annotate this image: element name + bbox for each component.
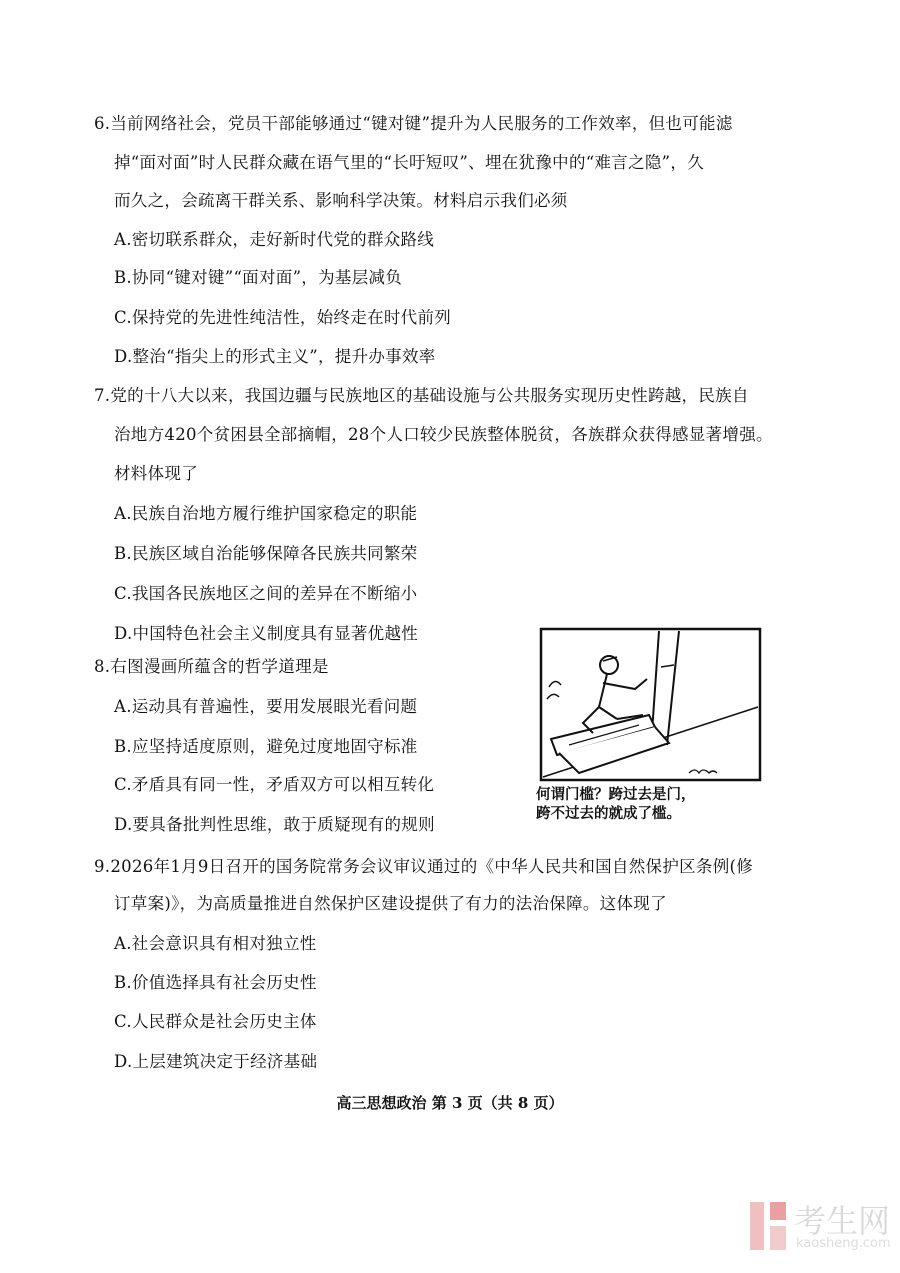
page-footer: 高三思想政治 第 3 页（共 8 页） [336, 1094, 564, 1112]
cartoon-caption-line-1: 何谓门槛？跨过去是门， [536, 787, 696, 803]
q6-option-a: A.密切联系群众，走好新时代党的群众路线 [114, 230, 435, 249]
watermark [748, 1196, 898, 1258]
watermark-cn-text: 考生网 [794, 1202, 891, 1240]
q9-option-a: A.社会意识具有相对独立性 [114, 934, 317, 953]
cartoon-caption-line-2: 跨不过去的就成了槛。 [536, 806, 681, 822]
q7-stem-line-1: 7.党的十八大以来，我国边疆与民族地区的基础设施与公共服务实现历史性跨越，民族自 [94, 386, 749, 405]
q7-option-c: C.我国各民族地区之间的差异在不断缩小 [114, 584, 418, 603]
watermark-en-text: kaosheng.com [796, 1236, 891, 1251]
q6-option-c: C.保持党的先进性纯洁性，始终走在时代前列 [114, 308, 452, 327]
q7-option-d: D.中国特色社会主义制度具有显著优越性 [114, 624, 419, 643]
q6-option-b: B.协同“键对键”“面对面”，为基层减负 [114, 268, 403, 287]
q6-option-d: D.整治“指尖上的形式主义”，提升办事效率 [114, 347, 436, 366]
q7-stem-line-3: 材料体现了 [114, 464, 198, 483]
q8-option-d: D.要具备批判性思维，敢于质疑现有的规则 [114, 815, 435, 834]
q6-stem-line-3: 而久之，会疏离干群关系、影响科学决策。材料启示我们必须 [114, 191, 568, 210]
q9-option-d: D.上层建筑决定于经济基础 [114, 1052, 318, 1071]
q6-stem-line-2: 掉“面对面”时人民群众藏在语气里的“长吁短叹”、埋在犹豫中的“难言之隐”，久 [114, 153, 705, 172]
q7-stem-line-2: 治地方420个贫困县全部摘帽，28个人口较少民族整体脱贫，各族群众获得感显著增强。 [114, 425, 773, 444]
q9-stem-line-1: 9.2026年1月9日召开的国务院常务会议审议通过的《中华人民共和国自然保护区条例(修 [94, 857, 754, 876]
q8-stem-line-1: 8.右图漫画所蕴含的哲学道理是 [94, 657, 329, 676]
q9-option-b: B.价值选择具有社会历史性 [114, 973, 317, 992]
q8-option-b: B.应坚持适度原则，避免过度地固守标准 [114, 737, 418, 756]
q6-stem-line-1: 6.当前网络社会，党员干部能够通过“键对键”提升为人民服务的工作效率，但也可能滤 [94, 114, 733, 133]
q8-option-a: A.运动具有普遍性，要用发展眼光看问题 [114, 697, 418, 716]
q9-stem-line-2: 订草案)》，为高质量推进自然保护区建设提供了有力的法治保障。这体现了 [114, 894, 667, 913]
watermark-logo-icon [748, 1198, 790, 1254]
q9-option-c: C.人民群众是社会历史主体 [114, 1012, 317, 1031]
cartoon-drawing [539, 627, 762, 782]
threshold-cartoon [539, 627, 762, 782]
q8-option-c: C.矛盾具有同一性，矛盾双方可以相互转化 [114, 775, 435, 794]
q7-option-a: A.民族自治地方履行维护国家稳定的职能 [114, 504, 418, 523]
q7-option-b: B.民族区域自治能够保障各民族共同繁荣 [114, 544, 418, 563]
